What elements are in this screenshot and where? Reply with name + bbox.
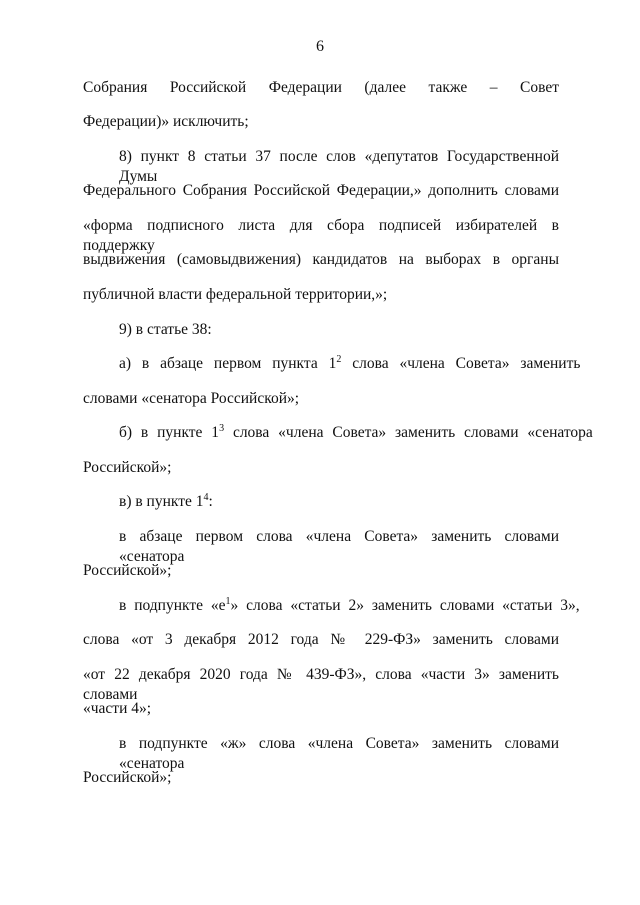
text-fragment: в подпункте «е xyxy=(119,597,226,614)
text-line: Федерации)» исключить; xyxy=(83,113,249,130)
text-line: Российской»; xyxy=(83,769,172,786)
text-line: Российской»; xyxy=(83,562,172,579)
text-fragment: в) в пункте 1 xyxy=(119,493,204,510)
text-fragment: слова «члена Совета» заменить xyxy=(341,355,581,372)
text-line: «от 22 декабря 2020 года № 439-ФЗ», слова «части 3» заменить словами xyxy=(83,666,559,703)
text-line: Собрания Российской Федерации (далее также – Совет xyxy=(83,79,559,96)
superscript: 4 xyxy=(203,492,209,503)
text-line: слова «от 3 декабря 2012 года № 229-ФЗ» заменить словами xyxy=(83,631,559,648)
text-line: «части 4»; xyxy=(83,700,152,717)
text-fragment: а) в абзаце первом пункта 1 xyxy=(119,355,337,372)
superscript: 2 xyxy=(336,354,342,365)
text-line: 9) в статье 38: xyxy=(119,321,212,338)
text-line: словами «сенатора Российской»; xyxy=(83,390,300,407)
superscript: 3 xyxy=(219,423,225,434)
page-number: 6 xyxy=(316,38,324,55)
text-line xyxy=(119,596,580,616)
text-line: 8) пункт 8 статьи 37 после слов «депутатов Государственной Думы xyxy=(119,148,559,185)
text-line: в подпункте «ж» слова «члена Совета» заменить словами «сенатора xyxy=(119,735,559,772)
text-fragment: : xyxy=(208,493,213,510)
text-line: публичной власти федеральной территории,»; xyxy=(83,286,388,303)
text-line xyxy=(119,492,559,512)
text-fragment: б) в пункте 1 xyxy=(119,424,220,441)
text-line: в абзаце первом слова «члена Совета» заменить словами «сенатора xyxy=(119,528,559,565)
text-line xyxy=(119,354,581,374)
text-line: «форма подписного листа для сбора подписей избирателей в поддержку xyxy=(83,217,559,254)
text-line: Федерального Собрания Российской Федерации,» дополнить словами xyxy=(83,182,559,199)
text-fragment: слова «члена Совета» заменить словами «сенатора xyxy=(224,424,593,441)
text-fragment: » слова «статьи 2» заменить словами «статьи 3», xyxy=(230,597,580,614)
text-line xyxy=(119,423,593,443)
text-line: выдвижения (самовыдвижения) кандидатов на выборах в органы xyxy=(83,251,559,268)
text-line: Российской»; xyxy=(83,459,172,476)
superscript: 1 xyxy=(225,596,231,607)
